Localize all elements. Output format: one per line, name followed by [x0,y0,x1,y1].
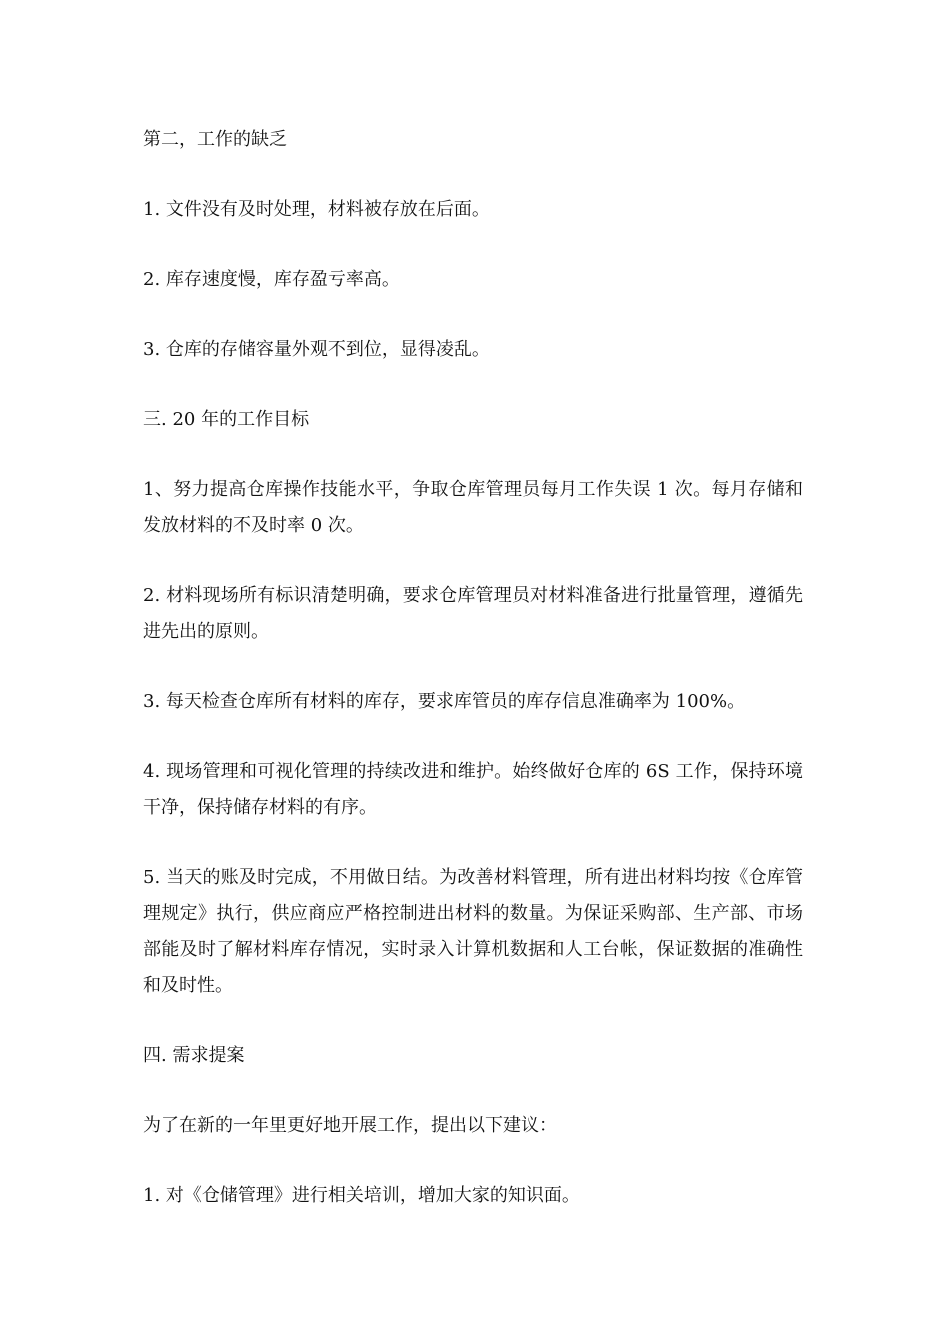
list-item: 2. 库存速度慢，库存盈亏率高。 [143,269,400,290]
intro-paragraph: 为了在新的一年里更好地开展工作，提出以下建议： [143,1115,557,1136]
list-item: 3. 每天检查仓库所有材料的库存，要求库管员的库存信息准确率为 100%。 [143,691,746,712]
list-item: 4. 现场管理和可视化管理的持续改进和维护。始终做好仓库的 6S 工作，保持环境干净，保持储存材料的有序。 [143,761,803,818]
list-item: 3. 仓库的存储容量外观不到位，显得凌乱。 [143,339,490,360]
section-heading-goals: 三. 20 年的工作目标 [143,409,310,430]
list-item: 1. 对《仓储管理》进行相关培训，增加大家的知识面。 [143,1185,580,1206]
list-item: 1. 文件没有及时处理，材料被存放在后面。 [143,199,490,220]
list-item: 5. 当天的账及时完成，不用做日结。为改善材料管理，所有进出材料均按《仓库管理规定》执行，供应商应严格控制进出材料的数量。为保证采购部、生产部、市场部能及时了解材料库存情况，实时录入计算机数据和人工台帐，保证数据的准确性和及时性。 [143,867,803,996]
section-heading-proposals: 四. 需求提案 [143,1045,245,1066]
document-body [143,122,803,1248]
list-item: 2. 材料现场所有标识清楚明确，要求仓库管理员对材料准备进行批量管理，遵循先进先出的原则。 [143,585,803,642]
list-item: 1、努力提高仓库操作技能水平，争取仓库管理员每月工作失误 1 次。每月存储和发放材料的不及时率 0 次。 [143,479,803,536]
section-heading-shortcomings: 第二，工作的缺乏 [143,129,287,150]
